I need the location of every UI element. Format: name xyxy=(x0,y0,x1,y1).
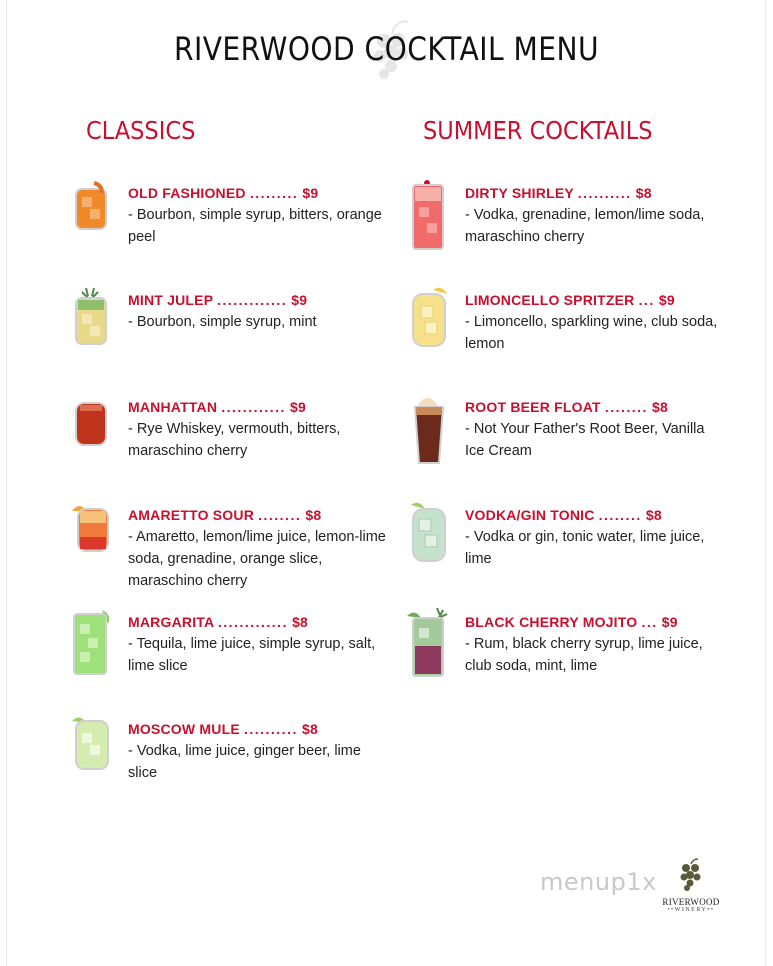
menu-item-manhattan xyxy=(128,399,398,462)
item-name: LIMONCELLO SPRITZER xyxy=(465,292,635,308)
item-price: $9 xyxy=(290,399,307,415)
mint-julep-glass-icon xyxy=(70,286,112,358)
menu-item-limoncello-spritzer xyxy=(465,292,735,355)
menu-item-old-fashioned xyxy=(128,185,398,248)
item-description: - Vodka or gin, tonic water, lime juice, lime xyxy=(465,529,705,567)
black-cherry-mojito-glass-icon xyxy=(407,608,449,680)
item-description: - Limoncello, sparkling wine, club soda, lemon xyxy=(465,314,718,352)
item-description: - Bourbon, simple syrup, bitters, orange peel xyxy=(128,207,382,245)
grape-logo-icon xyxy=(676,858,706,892)
item-price: $8 xyxy=(645,507,662,523)
item-leader-dots: .......... xyxy=(577,185,632,201)
item-description: - Amaretto, lemon/lime juice, lemon-lime soda, grenadine, orange slice, maraschino cherry xyxy=(128,529,386,589)
item-description: - Vodka, lime juice, ginger beer, lime slice xyxy=(128,743,361,781)
logo-name: RIVERWOOD xyxy=(662,897,720,907)
item-leader-dots: ... xyxy=(641,614,658,630)
logo-subtitle: ••WINERY•• xyxy=(667,907,715,913)
item-description: - Bourbon, simple syrup, mint xyxy=(128,314,317,330)
old-fashioned-glass-icon xyxy=(70,179,112,251)
item-price: $8 xyxy=(635,185,652,201)
item-price: $8 xyxy=(652,399,669,415)
root-beer-float-glass-icon xyxy=(407,393,449,465)
menu-item-black-cherry-mojito xyxy=(465,614,735,677)
riverwood-winery-logo xyxy=(656,858,726,913)
amaretto-sour-glass-icon xyxy=(70,501,112,573)
menu-item-root-beer-float xyxy=(465,399,735,462)
item-leader-dots: ............ xyxy=(221,399,286,415)
item-leader-dots: .......... xyxy=(243,721,298,737)
item-price: $9 xyxy=(291,292,308,308)
item-description: - Vodka, grenadine, lemon/lime soda, maraschino cherry xyxy=(465,207,705,245)
menu-item-moscow-mule xyxy=(128,721,398,784)
item-name: DIRTY SHIRLEY xyxy=(465,185,574,201)
item-name: OLD FASHIONED xyxy=(128,185,246,201)
item-description: - Rum, black cherry syrup, lime juice, club soda, mint, lime xyxy=(465,636,703,674)
item-price: $9 xyxy=(658,292,675,308)
item-price: $8 xyxy=(301,721,318,737)
item-leader-dots: ............. xyxy=(217,614,288,630)
item-description: - Tequila, lime juice, simple syrup, salt, lime slice xyxy=(128,636,376,674)
item-name: AMARETTO SOUR xyxy=(128,507,255,523)
limoncello-spritzer-glass-icon xyxy=(407,286,449,358)
menu-title: RIVERWOOD COCKTAIL MENU xyxy=(173,30,600,68)
summer-cocktails-heading: SUMMER COCKTAILS xyxy=(423,116,653,145)
item-leader-dots: ............. xyxy=(217,292,288,308)
item-price: $8 xyxy=(292,614,309,630)
classics-heading: CLASSICS xyxy=(86,116,196,145)
item-price: $9 xyxy=(661,614,678,630)
manhattan-glass-icon xyxy=(70,393,112,465)
item-name: MOSCOW MULE xyxy=(128,721,240,737)
moscow-mule-glass-icon xyxy=(70,715,112,787)
item-name: MARGARITA xyxy=(128,614,214,630)
item-price: $8 xyxy=(305,507,322,523)
menu-item-dirty-shirley xyxy=(465,185,735,248)
item-name: VODKA/GIN TONIC xyxy=(465,507,595,523)
item-leader-dots: ........ xyxy=(258,507,302,523)
menu-item-amaretto-sour xyxy=(128,507,398,592)
item-name: BLACK CHERRY MOJITO xyxy=(465,614,638,630)
item-description: - Not Your Father's Root Beer, Vanilla Ice Cream xyxy=(465,421,705,459)
item-leader-dots: ......... xyxy=(249,185,299,201)
dirty-shirley-glass-icon xyxy=(407,179,449,251)
menu-item-margarita xyxy=(128,614,398,677)
item-name: MANHATTAN xyxy=(128,399,218,415)
menupix-watermark: menup1x xyxy=(540,868,657,896)
item-leader-dots: ........ xyxy=(604,399,648,415)
gin-tonic-glass-icon xyxy=(407,501,449,573)
menu-item-vodka-gin-tonic xyxy=(465,507,735,570)
item-description: - Rye Whiskey, vermouth, bitters, maraschino cherry xyxy=(128,421,341,459)
margarita-glass-icon xyxy=(70,608,112,680)
item-name: ROOT BEER FLOAT xyxy=(465,399,601,415)
item-price: $9 xyxy=(302,185,319,201)
item-name: MINT JULEP xyxy=(128,292,213,308)
menu-item-mint-julep xyxy=(128,292,398,333)
item-leader-dots: ... xyxy=(638,292,655,308)
item-leader-dots: ........ xyxy=(598,507,642,523)
